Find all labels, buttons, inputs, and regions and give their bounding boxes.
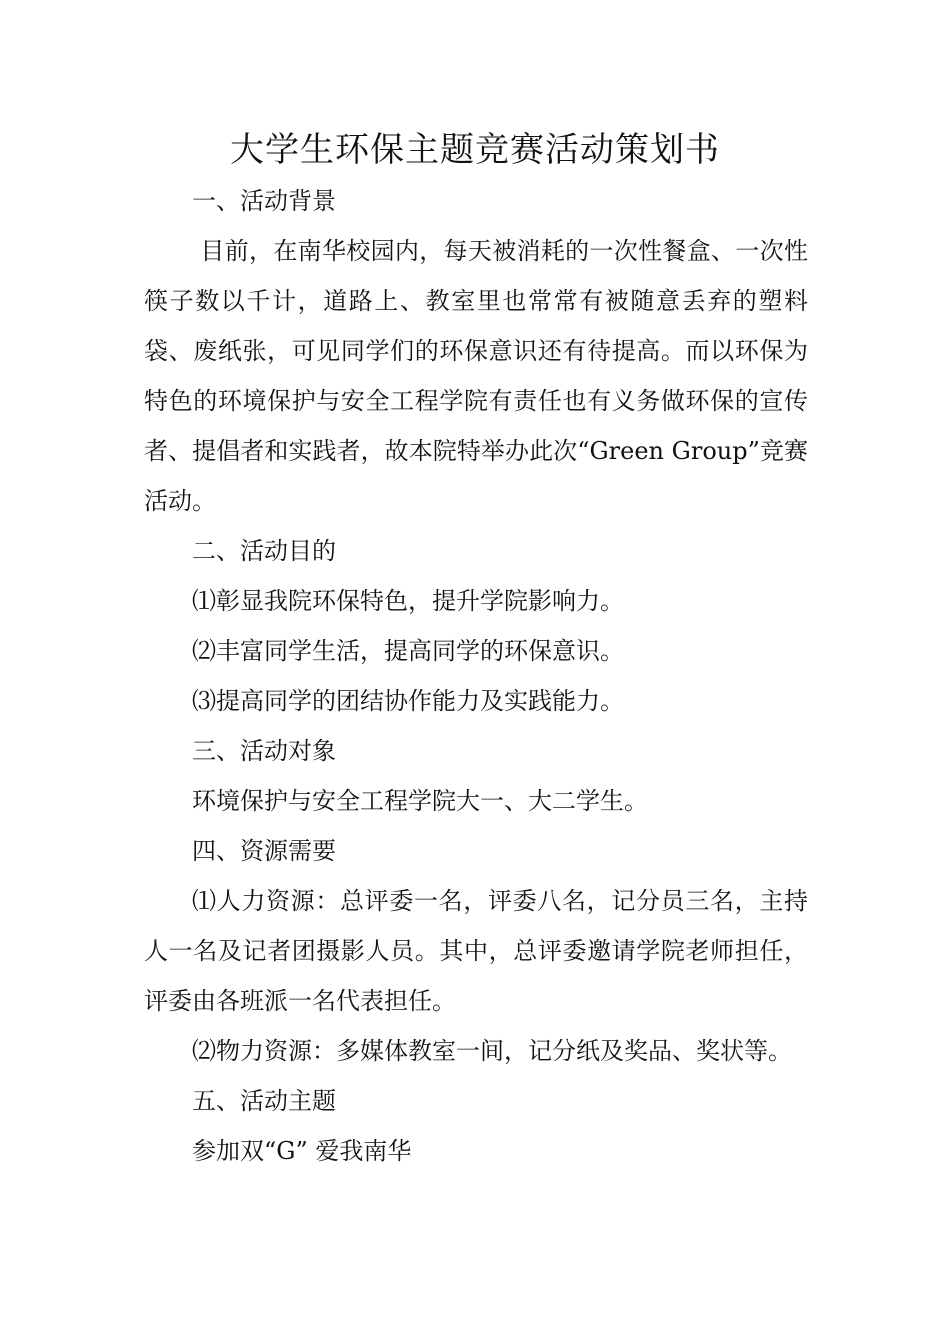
- purpose-item-1: ⑴彰显我院环保特色，提升学院影响力。: [192, 587, 624, 615]
- section-body-background: 目前，在南华校园内，每天被消耗的一次性餐盒、一次性筷子数以千计，道路上、教室里也常常有被随意丢弃的塑料袋、废纸张，可见同学们的环保意识还有待提高。而以环保为特色的环境保护与安全工程学院有责任也有义务做环保的宣传者、提倡者和实践者，故本院特举办此次“Green Group”竞赛活动。: [144, 237, 808, 515]
- section-body-audience: 环境保护与安全工程学院大一、大二学生。: [192, 787, 648, 815]
- section-heading-purpose: 二、活动目的: [192, 537, 336, 565]
- section-heading-background: 一、活动背景: [192, 187, 336, 215]
- section-body-theme: 参加双“G” 爱我南华: [192, 1137, 412, 1165]
- section-heading-theme: 五、活动主题: [192, 1087, 336, 1115]
- resource-item-human: ⑴人力资源：总评委一名，评委八名，记分员三名，主持人一名及记者团摄影人员。其中，总评委邀请学院老师担任，评委由各班派一名代表担任。: [144, 887, 808, 1015]
- purpose-item-2: ⑵丰富同学生活，提高同学的环保意识。: [192, 637, 624, 665]
- section-heading-audience: 三、活动对象: [192, 737, 336, 765]
- document-body: [144, 176, 808, 1176]
- resource-item-material: ⑵物力资源：多媒体教室一间，记分纸及奖品、奖状等。: [192, 1037, 792, 1065]
- document-title: 大学生环保主题竞赛活动策划书: [230, 130, 720, 170]
- section-heading-resources: 四、资源需要: [192, 837, 336, 865]
- purpose-item-3: ⑶提高同学的团结协作能力及实践能力。: [192, 687, 624, 715]
